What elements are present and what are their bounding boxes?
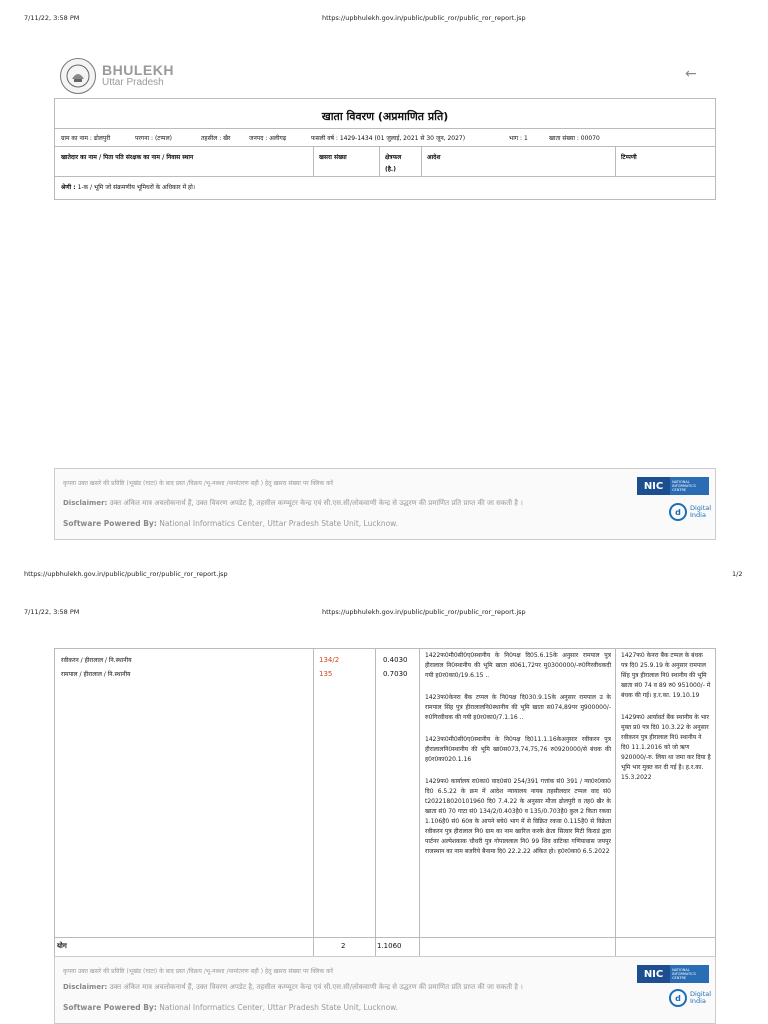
- order-entry-3: 1423फ0मी0सी0ए0स्थानीय के नि0पक्ष दि011.1.16केअनुसार रवीकरन पुत्र हीरालालनि0स्थानीय की भूमि खा0स073,74,75,76 रु0920000/से बंधक की ह0र0का020.1.16: [425, 736, 611, 763]
- back-arrow-icon[interactable]: ←: [685, 66, 697, 82]
- meta-tehsil: तहसील : खैर: [201, 135, 231, 142]
- col-khasra: खसरा संख्या: [319, 154, 347, 161]
- disclaimer-row: [63, 499, 523, 508]
- report-title: खाता विवरण (अप्रमाणित प्रति): [321, 110, 449, 123]
- category-label: श्रेणी :: [61, 184, 76, 191]
- col-name: खातेदार का नाम / पिता पति संरक्षक का नाम / निवास स्थान: [61, 154, 194, 161]
- owner-2: रामपाल / हीरालाल / नि.स्थानीय: [61, 671, 131, 678]
- report-table: [54, 98, 716, 200]
- meta-janpad: जनपद : अलीगढ़: [249, 135, 287, 142]
- total-count: 2: [341, 942, 346, 950]
- bhulekh-logo[interactable]: [60, 58, 174, 94]
- print-timestamp-2: 7/11/22, 3:58 PM: [24, 608, 80, 616]
- powered-row-2: Software Powered By: National Informatics Center, Uttar Pradesh State Unit, Lucknow.: [63, 1003, 398, 1012]
- area-1: 0.4030: [383, 656, 408, 664]
- powered-text: National Informatics Center, Uttar Pradesh State Unit, Lucknow.: [159, 519, 398, 528]
- category-row: [61, 183, 195, 191]
- order-entry-2: 1423फ0केनरा बैंक टप्पल के नि0पक्ष दि030.9.15के अनुसार रामपाल उ के रामपाल सिंह पुत्र हीरालालनि0स्थानीय की भूमि खाता स074,89पर मु900000/-रु0गिरवीधक की गयी ह0र0का0/7.1.16 ..: [425, 694, 611, 721]
- nic-logo[interactable]: NIC NATIONAL INFORMATICS CENTRE: [637, 477, 709, 495]
- brand-title: BHULEKH: [102, 62, 174, 78]
- remarks-cell: [621, 651, 711, 783]
- footer-note-2: कृपया उक्त खसरे की प्रविष्टि (भूखंड (गाटा) के बाद प्रस्त /विक्रय /भू-नक्शा /नामांतरण बही ) हेतु खसरा संख्या पर क्लिक करें: [63, 968, 334, 975]
- nic-logo-2[interactable]: NIC NATIONAL INFORMATICS CENTRE: [637, 965, 709, 983]
- khasra-link-1[interactable]: 134/2: [319, 656, 340, 664]
- owner-1: रवीकरन / हीरालाल / नि.स्थानीय: [61, 657, 132, 664]
- page-number: 1/2: [732, 570, 743, 578]
- digital-india-icon: d: [669, 503, 687, 521]
- order-entry-4: 1429फ0 कार्यालय रा0का0 वाद0सं0 254/391 गत्तांक सं0 391 / न्या0र0का0 दि0 6.5.22 के क्रम में आदेश न्यायालय नायब तहसीलदार टप्पल वाद सं0 t202218020101960 दि0 7.4.22 के अनुसार मौजा ढोलपुरी व तह0 खैर के खाता सं0 70 गाटा सं0 134/2/0.403है0 व 135/0.703है0 कुल 2 किता रकवा 1.106है0 सं0 60व के आपने बचे0 भाग में से विक्रित रकवा 0.115है0 से विक्रेता रवीकरन पुत्र हीरालाल नि0 ग्राम का नाम खारिज करके क्रेता सित्वार मिटी किराडं द्वारा पार्टनर अल्पेशकाक चौधरी पुत्र गोपाललाल नि0 99 शिव वाटिका गणियावास जयपुर राजस्थान का नाम बजरिये बैनामा दि0 22.2.22 अंकित हो। ह0र0का0 6.5.2022: [425, 778, 611, 855]
- remark-entry-1: 1427फ0 केनरा बैंक टप्पल के बंधक पत्र दि0 25.9.19 के अनुसार रामपाल सिंह पुत्र हीरालाल नि0 स्थानीय की भूमि खाता सं0 74 व 89 रु0 951000/- मे बंधक की गई। ह.र.का. 19.10.19: [621, 652, 711, 699]
- brand-subtitle: Uttar Pradesh: [102, 77, 164, 88]
- meta-fasli: फसली वर्ष : 1429-1434 (01 जुलाई, 2021 से 30 जून, 2027): [311, 135, 466, 142]
- khasra-link-2[interactable]: 135: [319, 670, 333, 678]
- order-cell: [425, 651, 611, 857]
- col-area: क्षेत्रफल: [385, 154, 402, 161]
- footer-panel-2: [54, 956, 716, 1024]
- digital-india-logo-2[interactable]: d Digital India: [669, 989, 716, 1007]
- col-area-unit: (है.): [385, 166, 396, 173]
- total-label: योग: [57, 942, 67, 950]
- footer-url: https://upbhulekh.gov.in/public/public_ror/public_ror_report.jsp: [24, 570, 228, 578]
- area-2: 0.7030: [383, 670, 408, 678]
- disclaimer-text: उक्त अंकित मात्र अवलोकनार्थ हैं, उक्त विवरण अपडेट है, तहसील कम्प्यूटर केन्द्र एवं सी.एस.सी/लोकवाणी केन्द्र से उद्धरण की प्रमाणित प्रति प्राप्त की जा सकती है ।: [109, 499, 523, 507]
- remark-entry-2: 1429फ0 आर्यावर्त बैंक स्थानीय के भार मुक्त प्र0 पत्र दि0 10.3.22 के अनुसार रवीकरन पुत्र हीरालाल नि0 स्थानीय ने दि0 11.1.2016 को जो ऋण 920000/-रु. लिया था जमा कर दिया है भूमि भार मुक्त कर दी गई है। ह.र.का. 15.3.2022: [621, 714, 711, 781]
- print-timestamp: 7/11/22, 3:58 PM: [24, 14, 80, 22]
- digital-india-logo[interactable]: d Digital India: [669, 503, 716, 521]
- disclaimer-row-2: Disclaimer: उक्त अंकित मात्र अवलोकनार्थ हैं, उक्त विवरण अपडेट है, तहसील कम्प्यूटर केन्द्र एवं सी.एस.सी/लोकवाणी केन्द्र से उद्धरण की प्रमाणित प्रति प्राप्त की जा सकती है ।: [63, 983, 523, 991]
- meta-bhag: भाग : 1: [509, 135, 528, 142]
- col-remarks: टिप्पणी: [621, 154, 637, 161]
- powered-row: [63, 519, 398, 528]
- col-order: आदेश: [427, 154, 441, 161]
- print-url-2: https://upbhulekh.gov.in/public/public_ror/public_ror_report.jsp: [322, 608, 526, 616]
- meta-khata: खाता संख्या : 00070: [549, 135, 600, 142]
- print-url: https://upbhulekh.gov.in/public/public_ror/public_ror_report.jsp: [322, 14, 526, 22]
- powered-label: Software Powered By:: [63, 519, 157, 528]
- total-area: 1.1060: [377, 942, 402, 950]
- record-table: [54, 648, 716, 958]
- category-text: 1-क / भूमि जो संक्रमणीय भूमिधरों के अधिकार में हो।: [77, 184, 196, 191]
- up-emblem-icon: [60, 58, 96, 94]
- footer-note: कृपया उक्त खसरे की प्रविष्टि (भूखंड (गाटा) के बाद प्रस्त /विक्रय /भू-नक्शा /नामांतरण बही ) हेतु खसरा संख्या पर क्लिक करें: [63, 480, 334, 487]
- digital-india-icon: d: [669, 989, 687, 1007]
- meta-pargana: परगना : (टप्पल): [135, 135, 172, 142]
- footer-panel: [54, 468, 716, 540]
- disclaimer-label: Disclaimer:: [63, 499, 108, 507]
- order-entry-1: 1422फ0मी0सी0ए0स्थानीय के नि0पक्ष दि05.6.15के अनुसार रामपाल पुत्र हीरालाल नि0स्थानीय की भूमि खाता सं061,72पर मु0300000/-रु0गिरवीधकदी गयी ह0र0का0/19.6.15 ..: [425, 652, 611, 679]
- meta-gram: ग्राम का नाम : ढोलपुरी: [61, 135, 111, 142]
